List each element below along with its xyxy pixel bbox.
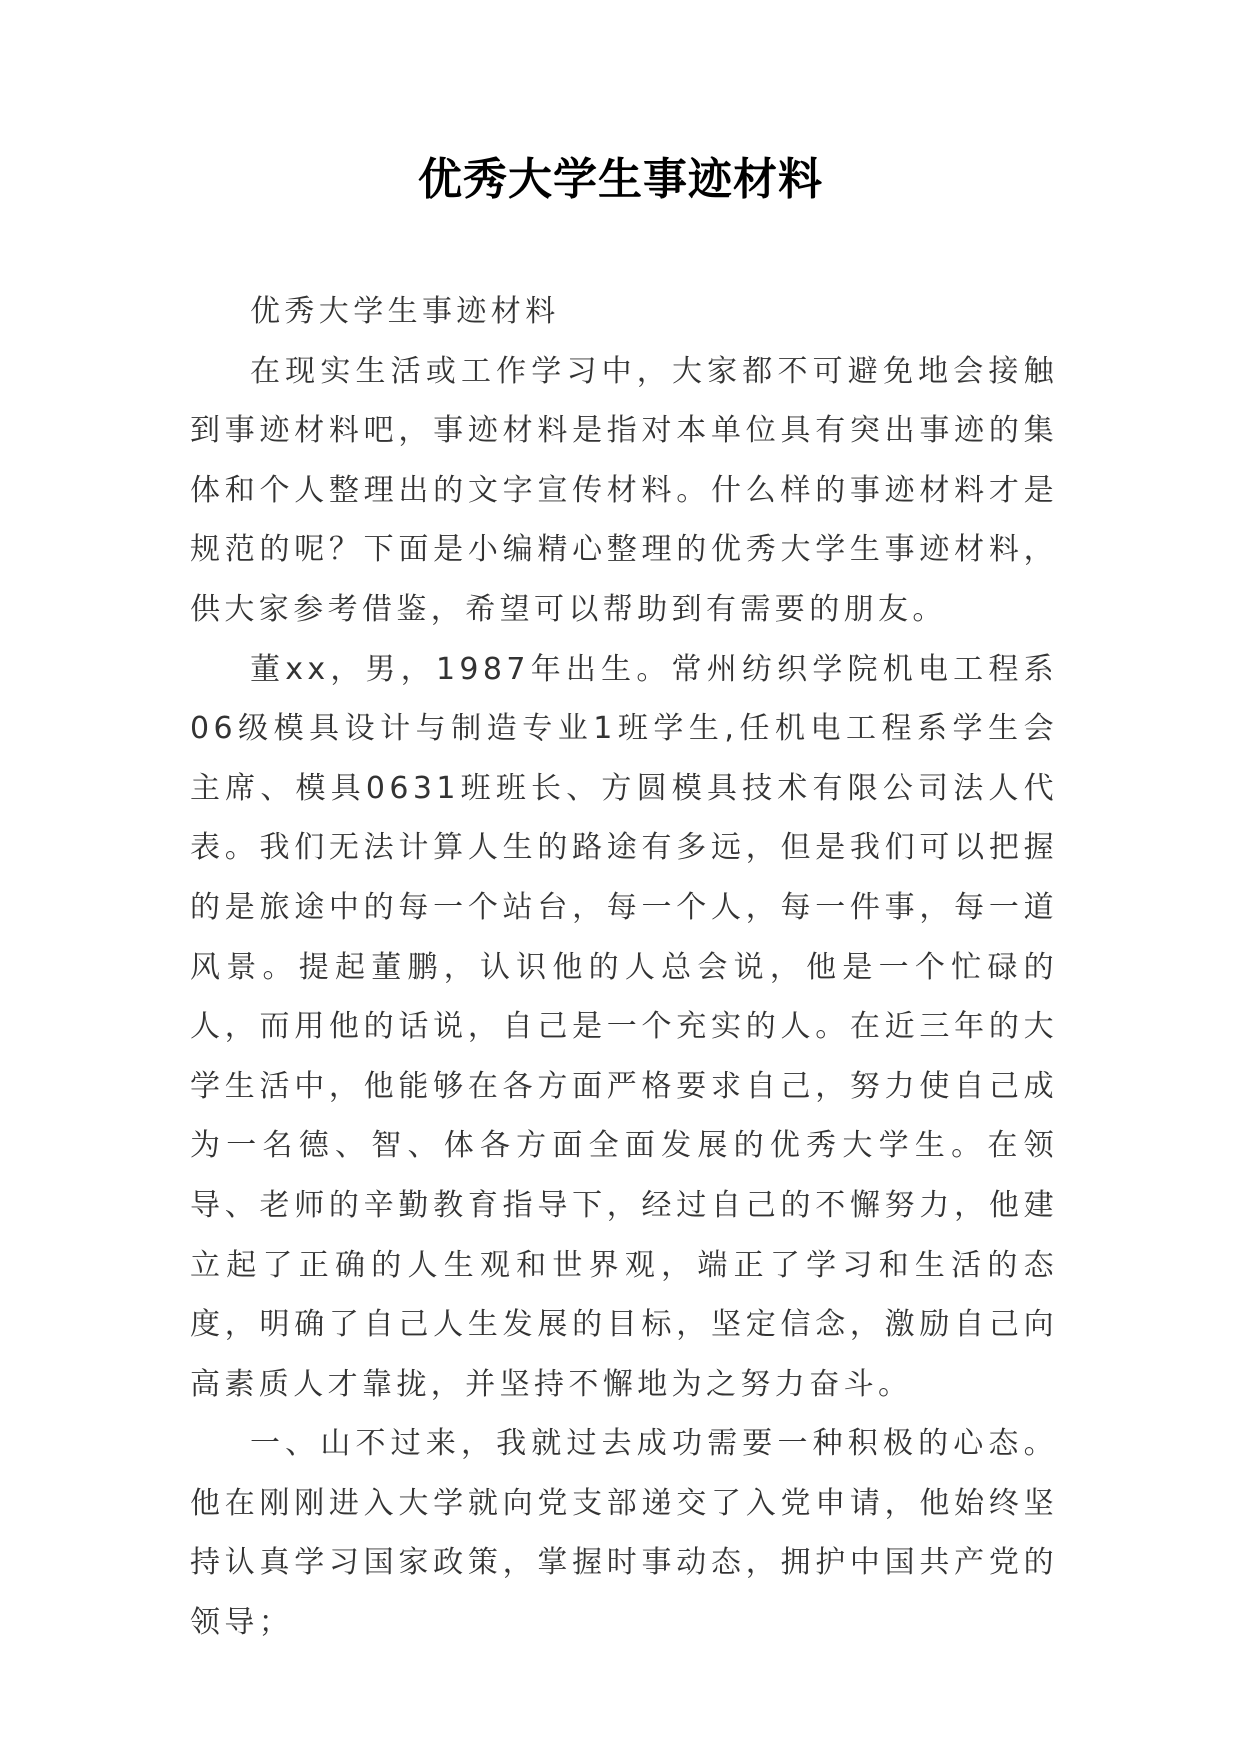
paragraph-heading: 优秀大学生事迹材料 [250,294,560,329]
paragraph-profile: 董xx，男，1987年出生。常州纺织学院机电工程系06级模具设计与制造专业1班学生,任机电工程系学生会主席、模具0631班班长、方圆模具技术有限公司法人代表。我们无法计算人生的路途有多远，但是我们可以把握的是旅途中的每一个站台，每一个人，每一件事，每一道风景。提起董鹏，认识他的人总会说，他是一个忙碌的人，而用他的话说，自己是一个充实的人。在近三年的大学生活中，他能够在各方面严格要求自己，努力使自己成为一名德、智、体各方面全面发展的优秀大学生。在领导、老师的辛勤教育指导下，经过自己的不懈努力，他建立起了正确的人生观和世界观，端正了学习和生活的态度，明确了自己人生发展的目标，坚定信念，激励自己向高素质人才靠拢，并坚持不懈地为之努力奋斗。 [190,651,1058,1402]
document-title: 优秀大学生事迹材料 [418,154,823,205]
paragraph-section-one: 一、山不过来，我就过去成功需要一种积极的心态。他在刚刚进入大学就向党支部递交了入党申请，他始终坚持认真学习国家政策，掌握时事动态，拥护中国共产党的领导； [190,1426,1058,1641]
document-body [190,282,1058,1653]
paragraph-intro: 在现实生活或工作学习中，大家都不可避免地会接触到事迹材料吧，事迹材料是指对本单位具有突出事迹的集体和个人整理出的文字宣传材料。什么样的事迹材料才是规范的呢？下面是小编精心整理的优秀大学生事迹材料，供大家参考借鉴，希望可以帮助到有需要的朋友。 [190,353,1058,627]
